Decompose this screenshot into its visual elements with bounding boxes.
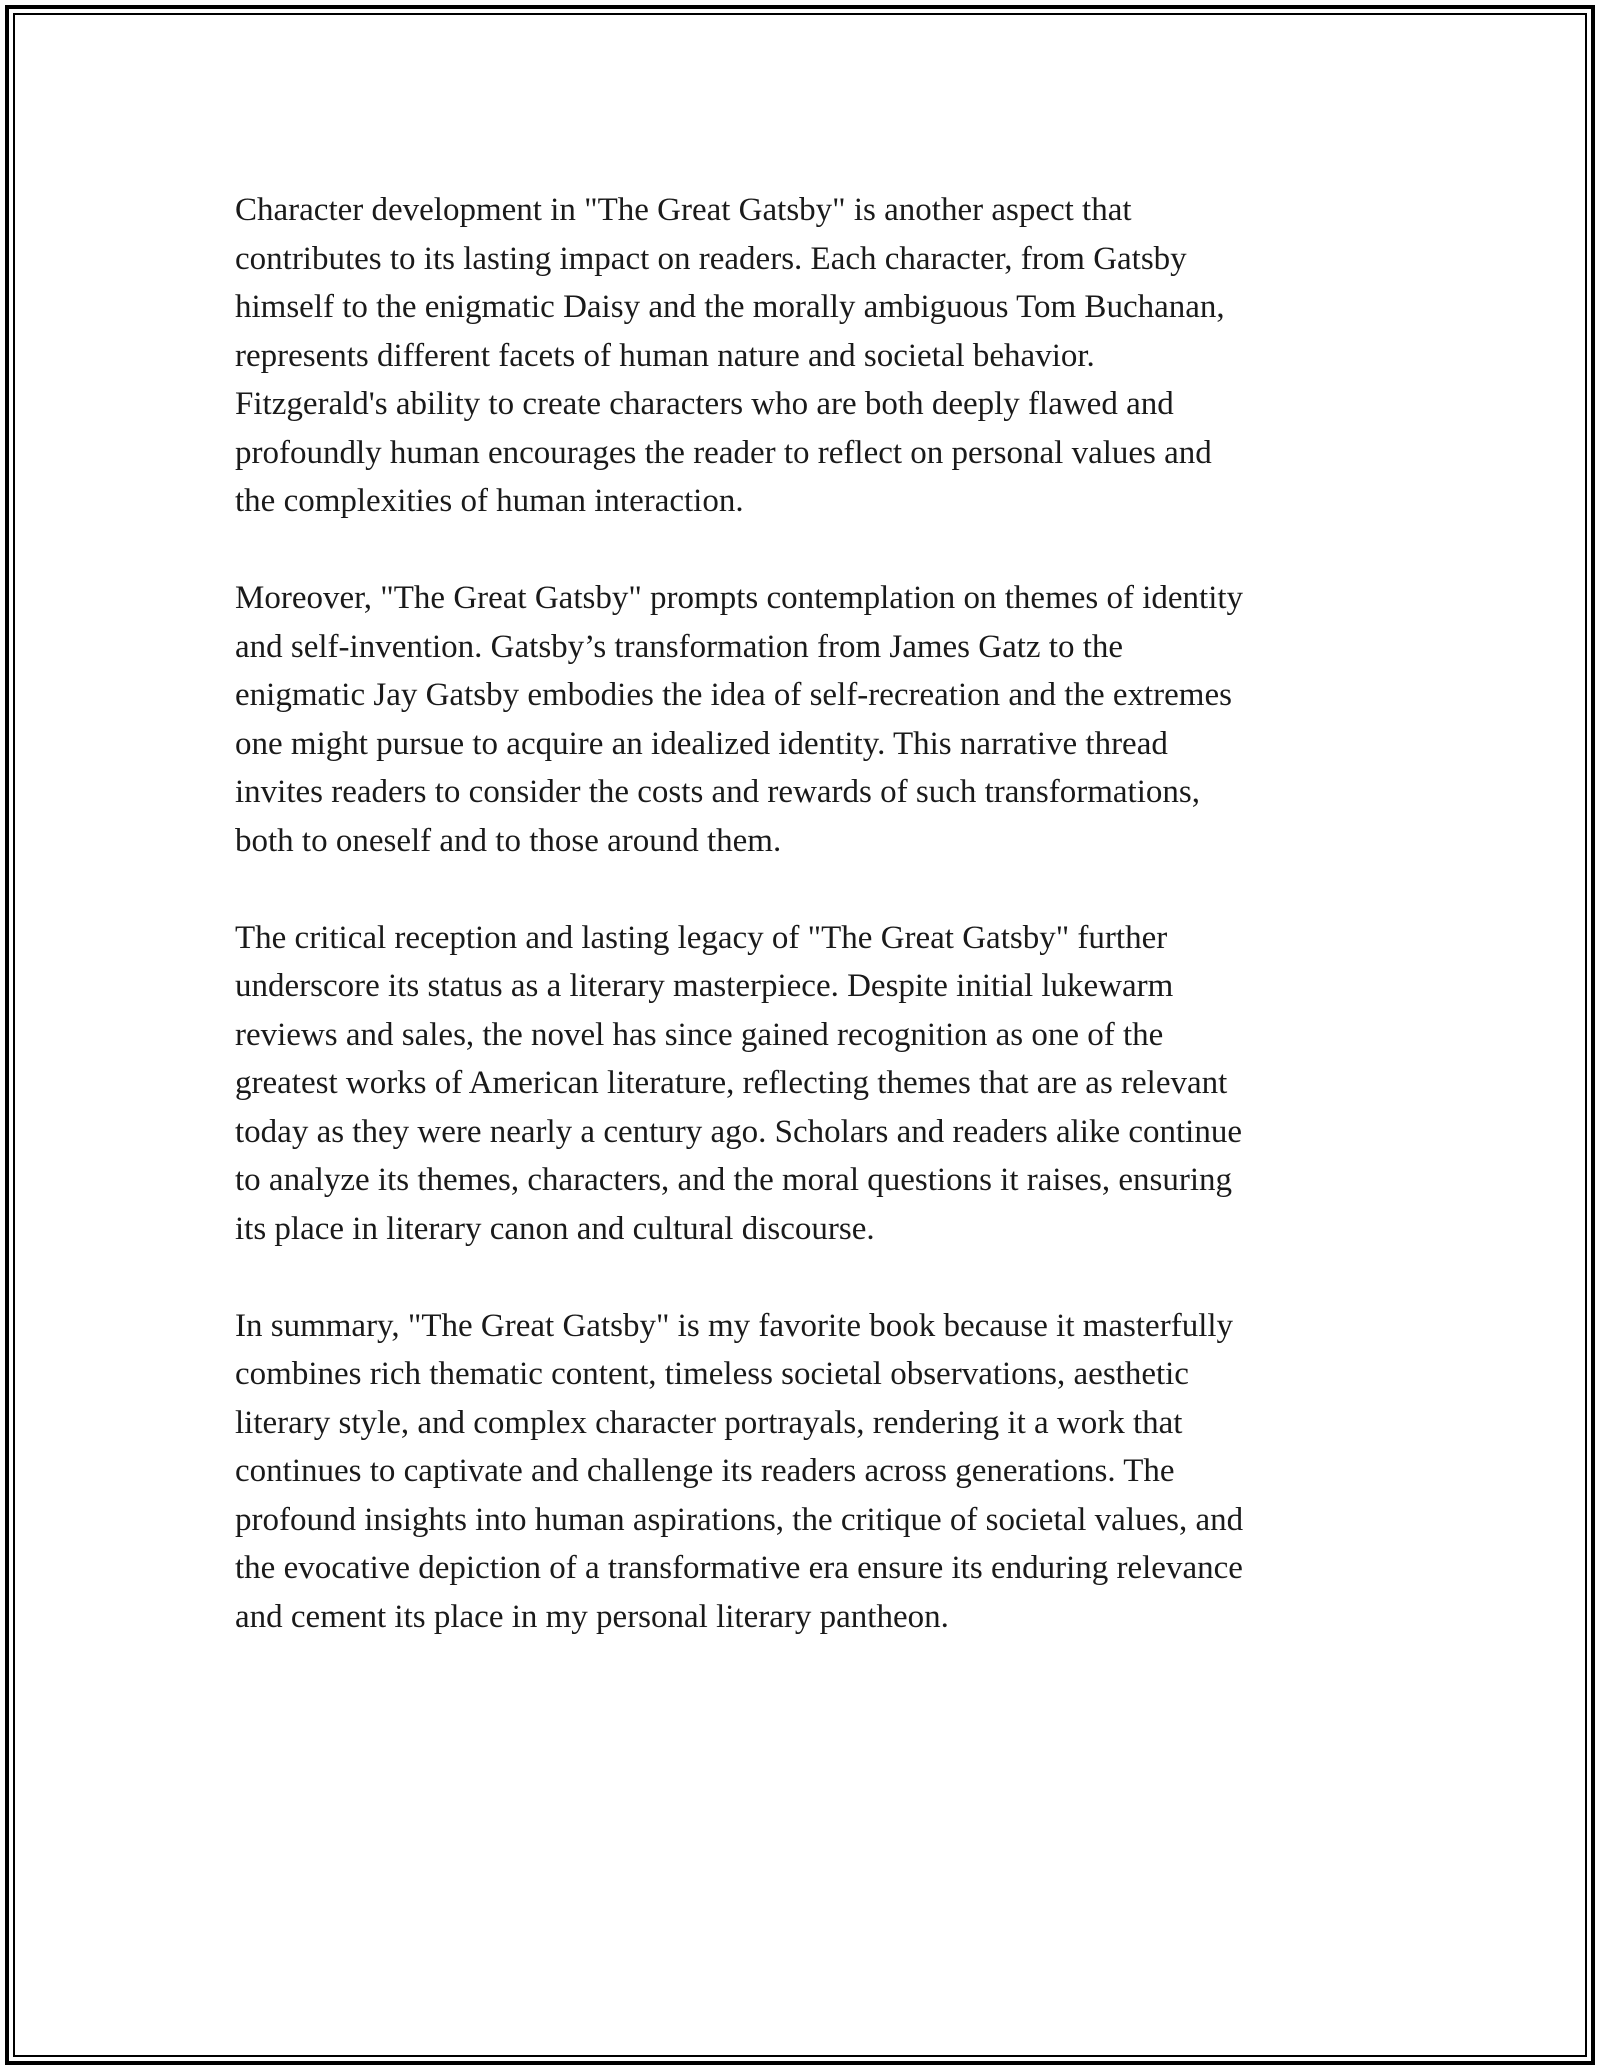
paragraph-critical-reception: The critical reception and lasting legacy of "The Great Gatsby" further underscore its status as a literary masterpiece. Despite initial lukewarm reviews and sales, the novel has since gained recognition as one of the greatest works of American literature, reflecting themes that are as relevant today as they were nearly a century ago. Scholars and readers alike continue to analyze its themes, characters, and the moral questions it raises, ensuring its place in literary canon and cultural discourse. (235, 919, 1242, 1247)
paragraph-identity: Moreover, "The Great Gatsby" prompts contemplation on themes of identity and self-invention. Gatsby’s transformation from James Gatz to the enigmatic Jay Gatsby embodies the idea of self-recreation and the extremes one might pursue to acquire an idealized identity. This narrative thread invites readers to consider the costs and rewards of such transformations, both to oneself and to those around them. (235, 580, 1244, 859)
document-body (235, 186, 1380, 1690)
paragraph-character-development: Character development in "The Great Gatsby" is another aspect that contributes to its lasting impact on readers. Each character, from Gatsby himself to the enigmatic Daisy and the morally ambiguous Tom Buchanan, represents different facets of human nature and societal behavior. Fitzgerald's ability to create characters who are both deeply flawed and profoundly human encourages the reader to reflect on personal values and the complexities of human interaction. (235, 192, 1225, 519)
paragraph-summary: In summary, "The Great Gatsby" is my favorite book because it masterfully combines rich thematic content, timeless societal observations, aesthetic literary style, and complex character portrayals, rendering it a work that continues to captivate and challenge its readers across generations. The profound insights into human aspirations, the critique of societal values, and the evocative depiction of a transformative era ensure its enduring relevance and cement its place in my personal literary pantheon. (235, 1307, 1244, 1635)
